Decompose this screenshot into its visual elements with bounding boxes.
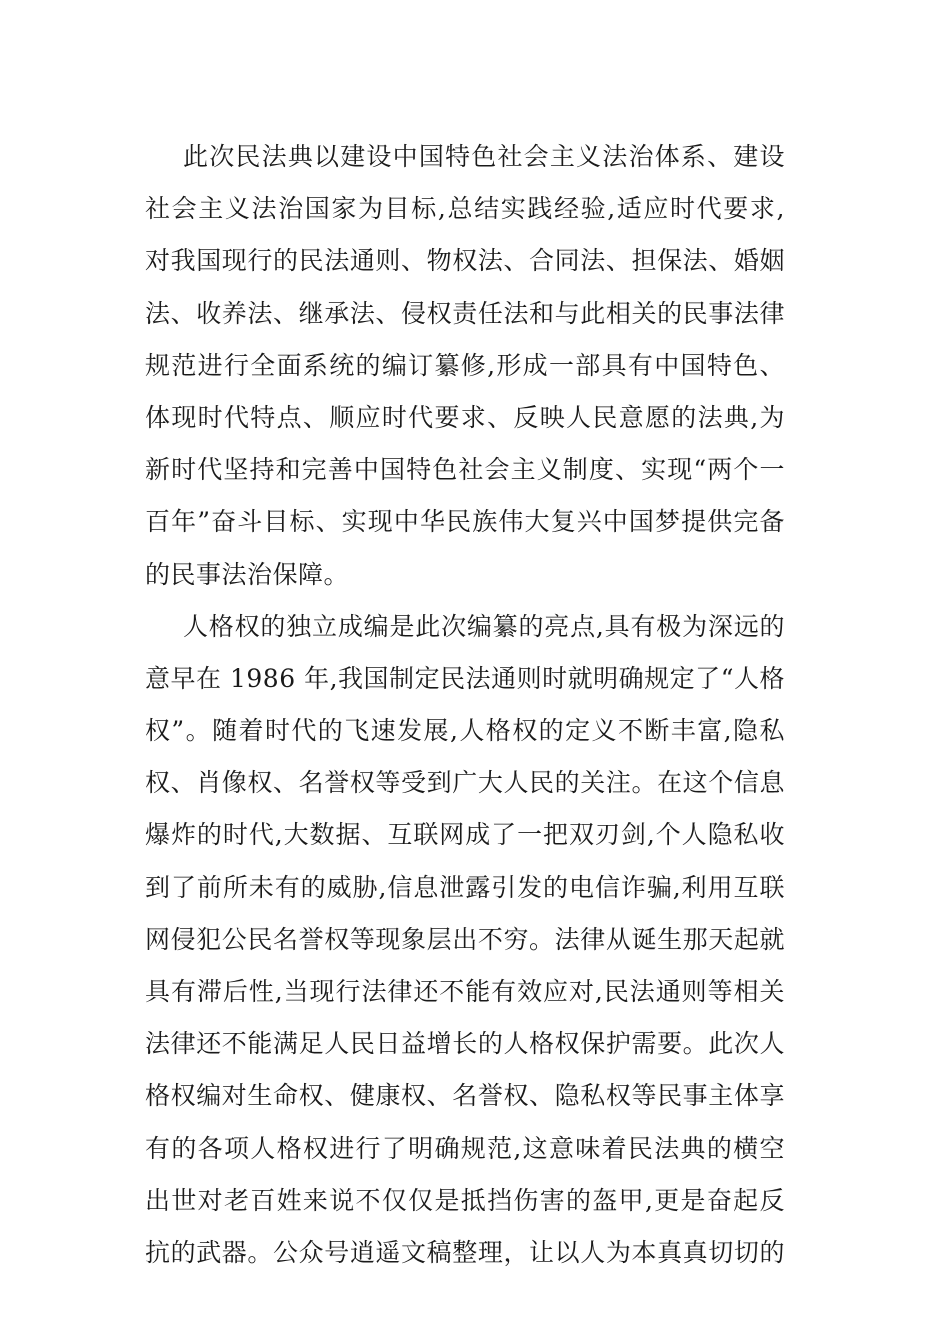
paragraph-line: 的民事法治保障。 xyxy=(145,559,350,589)
paragraph-line: 百年”奋斗目标、实现中华民族伟大复兴中国梦提供完备 xyxy=(145,507,785,537)
paragraph-line: 意早在 1986 年,我国制定民法通则时就明确规定了“人格 xyxy=(145,663,785,693)
paragraph-personality-rights xyxy=(145,601,785,1279)
paragraph-line: 法、收养法、继承法、侵权责任法和与此相关的民事法律 xyxy=(145,298,785,328)
paragraph-line: 此次民法典以建设中国特色社会主义法治体系、建设 xyxy=(183,142,785,171)
document-body xyxy=(145,131,785,1279)
paragraph-line: 出世对老百姓来说不仅仅是抵挡伤害的盔甲,更是奋起反 xyxy=(145,1185,785,1215)
paragraph-line: 有的各项人格权进行了明确规范,这意味着民法典的横空 xyxy=(145,1133,785,1163)
paragraph-line: 对我国现行的民法通则、物权法、合同法、担保法、婚姻 xyxy=(145,246,785,276)
paragraph-line: 社会主义法治国家为目标,总结实践经验,适应时代要求, xyxy=(145,194,785,224)
paragraph-line: 具有滞后性,当现行法律还不能有效应对,民法通则等相关 xyxy=(145,977,785,1006)
paragraph-line: 到了前所未有的威胁,信息泄露引发的电信诈骗,利用互联 xyxy=(145,872,785,902)
paragraph-line: 规范进行全面系统的编订纂修,形成一部具有中国特色、 xyxy=(145,350,785,380)
paragraph-line: 人格权的独立成编是此次编纂的亮点,具有极为深远的 xyxy=(183,611,785,641)
paragraph-line: 体现时代特点、顺应时代要求、反映人民意愿的法典,为 xyxy=(145,402,785,432)
paragraph-line: 权”。随着时代的飞速发展,人格权的定义不断丰富,隐私 xyxy=(145,716,785,746)
paragraph-line: 权、肖像权、名誉权等受到广大人民的关注。在这个信息 xyxy=(145,768,785,798)
paragraph-line: 新时代坚持和完善中国特色社会主义制度、实现“两个一 xyxy=(145,455,785,485)
paragraph-line: 格权编对生命权、健康权、名誉权、隐私权等民事主体享 xyxy=(145,1081,785,1111)
paragraph-line: 网侵犯公民名誉权等现象层出不穷。法律从诞生那天起就 xyxy=(145,924,785,954)
paragraph-line: 抗的武器。公众号逍遥文稿整理，让以人为本真真切切的 xyxy=(145,1237,785,1267)
paragraph-line: 爆炸的时代,大数据、互联网成了一把双刃剑,个人隐私收 xyxy=(145,820,785,850)
paragraph-civil-code-goal xyxy=(145,131,785,601)
paragraph-line: 法律还不能满足人民日益增长的人格权保护需要。此次人 xyxy=(145,1029,785,1059)
